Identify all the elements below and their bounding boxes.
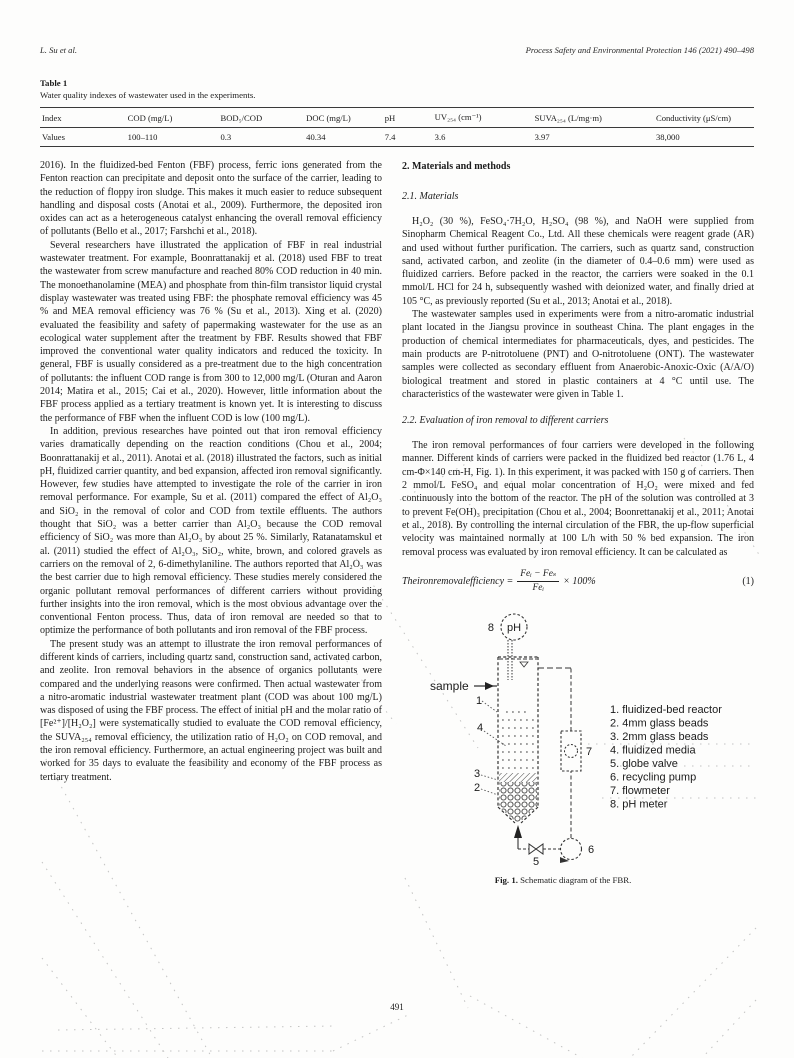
page-number: 491 — [390, 1002, 404, 1012]
recycling-pump-icon — [561, 838, 582, 859]
running-head-journal: Process Safety and Environmental Protection 146 (2021) 490–498 — [525, 45, 754, 55]
page-content — [40, 45, 754, 885]
sample-arrowhead-icon — [485, 682, 494, 690]
feed-arrow-icon — [514, 825, 522, 838]
table1-val-conductivity: 38,000 — [655, 132, 680, 142]
paragraph: The iron removal performances of four carriers were developed in the following manner. Different kinds of carriers were packed in the fluidized bed reactor (1.76 L, 4 cm-Φ×140 cm-H, Fig. 1). In this experiment, it was packed with 150 g of carriers. Then 2 mmol/L FeSO₄ and equal molar concentration of H₂O₂ were mixed and fed continuously into the bottom of the reactor. The pH of the solution was controlled at 3 to prevent Fe(OH)₃ precipitation (Chou et al., 2004; Boonrettanakij et al., 2011; Anotai et al., 2018). By controlling the internal circulation of the FBR, the up-flow superficial velocity was maintained normally at 100 L/h with 50 % bed expansion. The iron removal process was evaluated by iron removal efficiency. It can be calculated as — [402, 440, 754, 558]
running-head — [40, 45, 754, 55]
fluidized-media — [502, 712, 534, 768]
table1-col-suva: SUVA₂₅₄ (L/mg·m) — [534, 112, 602, 123]
table1-block — [40, 78, 754, 147]
table1 — [40, 107, 754, 147]
fig-label-7: 7 — [586, 745, 593, 758]
glass-beads-4mm — [499, 782, 537, 807]
fig-label-2: 2 — [474, 781, 481, 794]
equation-1 — [402, 569, 754, 594]
sample-label: sample — [430, 678, 469, 693]
fig-label-5: 5 — [533, 855, 540, 868]
paragraph: The present study was an attempt to illustrate the iron removal performances of different kinds of carriers, including quartz sand, construction sand, activated carbon, and zeolite. Iron removal behaviors in the absence of organics pollutants were compared and the underlying reasons were confirmed. Then actual wastewater from a nitro-aromatic industrial wastewater treatment plant (COD was about 100 mg/L) was disposed of using the FBF process. The effect of initial pH and the molar ratio of [Fe²⁺]/[H₂O₂] were systematically studied to evaluate the COD removal efficiency, the SUVA₂₅₄ removal efficiency, the utilization ratio of H₂O₂ on COD removal, and the iron removal efficiency. Furthermore, an actual engineering project was built and worked for 35 days to evaluate the feasibility and economy of the FBF process as tertiary treatment. — [40, 638, 382, 783]
table1-col-uv: UV₂₅₄ (cm⁻¹) — [434, 112, 482, 122]
paragraph: The wastewater samples used in experiments were from a nitro-aromatic industrial plant located in the Jiangsu province in southeast China. The plant engages in the production of chemical intermediates for pharmaceuticals, dyes, and pesticides. The main products are P-nitrotoluene (PNT) and O-nitrotoluene (ONT). The wastewater samples were collected as secondary effluent from Anaerobic-Anoxic-Oxic (A/A/O) biological treatment and stored in plastic containers at 4 °C until use. The characteristics of the wastewater were given in Table 1. — [402, 309, 754, 400]
ph-meter-label: pH — [506, 621, 522, 634]
legend-item: 6. recycling pump — [610, 771, 697, 784]
table1-col-cod: COD (mg/L) — [127, 112, 173, 123]
table1-header-row — [40, 108, 754, 128]
equation-lhs: Theironremovalefficiency = — [402, 575, 514, 587]
equation-numerator: Feᵢ − Feₛ — [517, 569, 559, 582]
flowmeter-float — [565, 744, 578, 757]
legend-item: 7. flowmeter — [610, 784, 670, 797]
table1-caption: Water quality indexes of wastewater used in the experiments. — [40, 90, 256, 100]
fbr-diagram — [402, 612, 754, 868]
table1-val-bod: 0.3 — [220, 132, 232, 142]
glass-beads-4mm — [499, 807, 537, 822]
paragraph: In addition, previous researches have pointed out that iron removal efficiency varies dramatically depending on the reaction conditions (Chou et al., 2004; Boonrattanakij et al., 2011). Anotai et al. (2018) illustrated the factors, such as initial pH, fluidized carrier quantity, and bed expansion, affected iron removal significantly. However, few studies have attempted to investigate the role of the carrier in iron removal performance. For example, Su et al. (2011) compared the effect of Al₂O₃ and SiO₂ in the removal of color and COD from textile effluents. The authors thought that SiO₂ was a better carrier than Al₂O₃ because the COD removal efficiency of SiO₂ was more than Al₂O₃ by about 25 %. Similarly, Ratanatamskul et al. (2011) studied the effect of Al₂O₃, SiO₂, white, brown, and colored gravels as carriers on the removal of 2, 6-dimethylaniline. The authors reported that Al₂O₃ was the best carrier due to high removal efficiency. These studies merely considered the organic pollutant removal performances of different carriers without providing further insights into the iron removal, which is the most obvious advantage over the conventional Fenton process. Thus, data of iron removal are needed so that to optimize the performance of both pollutants and iron removal of the FBF process. — [40, 425, 382, 637]
table-row — [40, 128, 754, 147]
table1-col-doc: DOC (mg/L) — [306, 112, 351, 123]
table1-val-doc: 40.34 — [306, 132, 326, 142]
table1-val-ph: 7.4 — [384, 132, 396, 142]
water-level-icon — [520, 662, 528, 667]
paragraph: 2016). In the fluidized-bed Fenton (FBF) process, ferric ions generated from the Fenton reaction can precipitate and deposit onto the surface of the carrier, leading to the reduction of floppy iron sludge. This makes it much easier to reduce subsequent handling and disposal costs (Anotai et al., 2009). Furthermore, the deposited iron oxides can act as a heterogeneous catalyst enhancing the overall removal efficiency of pollutants (Bello et al., 2017; Farshchi et al., 2018). — [40, 160, 382, 238]
legend-item: 8. pH meter — [610, 798, 668, 811]
table1-col-conductivity: Conductivity (μS/cm) — [655, 112, 732, 123]
figure-legend — [610, 704, 722, 811]
equation-denominator: Feᵢ — [532, 582, 544, 593]
fig-label-8: 8 — [487, 621, 494, 634]
right-column — [402, 159, 754, 885]
left-column — [40, 159, 382, 885]
equation-number: (1) — [742, 575, 754, 587]
table1-col-bod: BOD₅/COD — [220, 112, 263, 123]
globe-valve-icon — [529, 844, 543, 854]
table1-label: Table 1 — [40, 78, 68, 88]
equation-fraction — [517, 569, 559, 594]
legend-item: 5. globe valve — [610, 757, 678, 770]
figure-caption-text: Schematic diagram of the FBR. — [520, 874, 632, 885]
fig-label-1: 1 — [476, 694, 483, 707]
equation-rhs: × 100% — [563, 575, 596, 587]
legend-item: 2. 4mm glass beads — [610, 717, 709, 730]
leader-line — [482, 701, 497, 712]
figure-1 — [402, 612, 754, 885]
two-column-body — [40, 159, 754, 885]
figure-caption — [402, 875, 754, 885]
fig-label-4: 4 — [477, 721, 484, 734]
table1-val-suva: 3.97 — [534, 132, 550, 142]
paragraph: Several researchers have illustrated the application of FBF in real industrial wastewater treatment. For example, Boonrattanakij et al. (2018) used FBF to treat the wastewater from screw manufacture and reached 80% COD reduction in 40 min. The monoethanolamine (MEA) and phosphate from thin-film transistor liquid crystal display wastewater was treated using FBF: the phosphate removal efficiency was 45 % and MEA removal efficiency was 76 % (Su et al., 2013). Xing et al. (2020) evaluated the feasibility and safety of papermaking wastewater for the use as an ecological water supplement after the treatment by FBF. Results showed that FBF improved the conventional water quality indicators and reduced the toxicity. In general, FBF is usually considered as a pre-treatment due to the high concentration of pollutants: the influent COD range is from 300 to 12,000 mg/L (Oturan and Aaron 2014; Matira et al., 2015; Cai et al., 2020). However, little information about the FBF process applied as a tertiary treatment is known yet. It is interesting to discuss the performance of FBF when the influent COD is low (100 mg/L). — [40, 239, 382, 424]
subsection-heading-iron-removal: 2.2. Evaluation of iron removal to different carriers — [402, 415, 609, 427]
legend-item: 1. fluidized-bed reactor — [610, 703, 722, 716]
section-heading-materials-methods: 2. Materials and methods — [402, 161, 511, 172]
fig-label-6: 6 — [588, 843, 595, 856]
figure-caption-label: Fig. 1. — [494, 874, 518, 885]
table1-val-uv: 3.6 — [434, 132, 446, 142]
glass-beads-2mm — [499, 773, 537, 782]
table1-col-ph: pH — [384, 112, 396, 123]
running-head-authors: L. Su et al. — [40, 45, 78, 55]
table1-col-index: Index — [42, 112, 62, 123]
leader-line — [481, 789, 498, 795]
paragraph: H₂O₂ (30 %), FeSO₄·7H₂O, H₂SO₄ (98 %), and NaOH were supplied from Sinopharm Chemical Reagent Co., Ltd. All these chemicals were reagent grade (AR) and used without further purification. The carriers, such as quartz sand, construction sand, activated carbon, and zeolite (in the diameter of 0.4–0.6 mm) were used as fluidized carriers. Before packed in the reactor, the carriers were soaked in the 0.1 mmol/L HCl for 24 h, subsequently washed with deionized water, and finally dried at 105 °C, as previously reported (Su et al., 2013; Anotai et al., 2018). — [402, 216, 754, 307]
table1-val-cod: 100–110 — [127, 132, 158, 142]
subsection-heading-materials: 2.1. Materials — [402, 191, 459, 202]
leader-line — [481, 775, 498, 780]
fig-label-3: 3 — [474, 767, 481, 780]
legend-item: 3. 2mm glass beads — [610, 730, 709, 743]
legend-item: 4. fluidized media — [610, 744, 696, 757]
table1-row-label: Values — [42, 132, 65, 142]
